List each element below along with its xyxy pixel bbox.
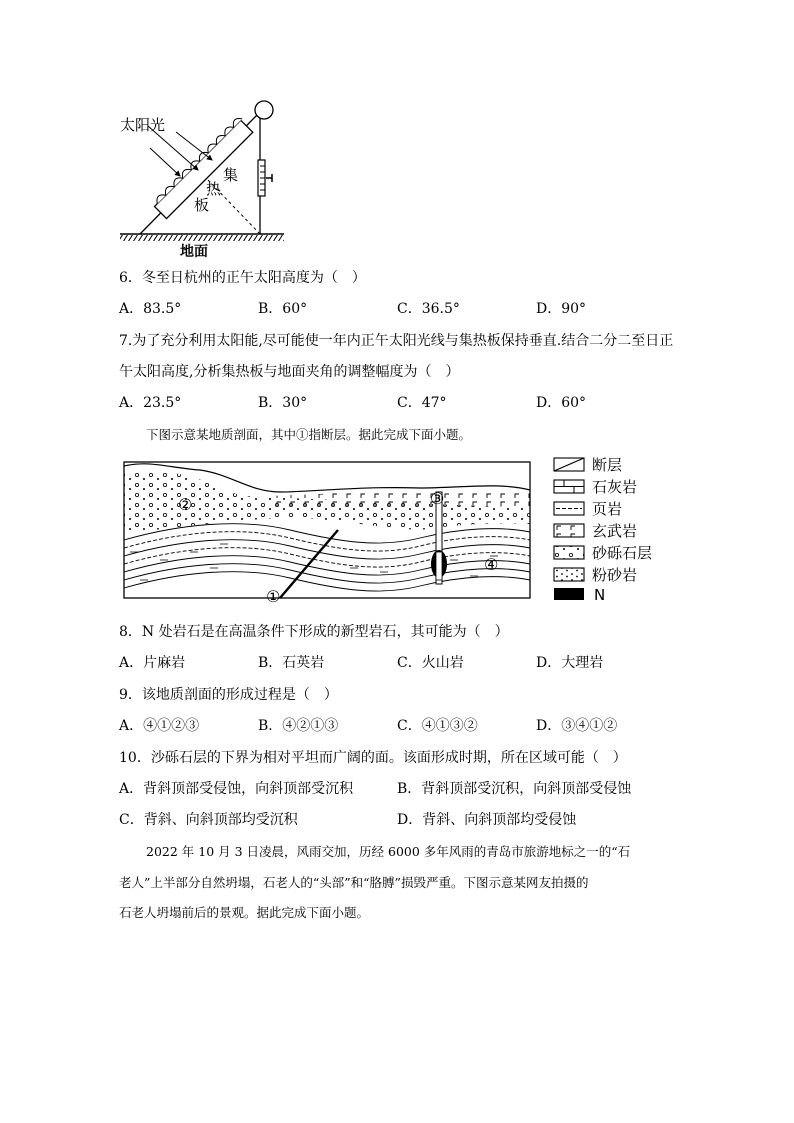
pulley-icon [255, 101, 273, 119]
q10-option-c[interactable]: C．背斜、向斜顶部均受沉积 [119, 812, 298, 828]
q6-text: 6．冬至日杭州的正午太阳高度为（ ） [119, 270, 366, 286]
q8-text: 8．N 处岩石是在高温条件下形成的新型岩石，其可能为（ ） [119, 624, 509, 640]
solar-collector-figure [118, 98, 288, 258]
legend-limestone: 石灰岩 [592, 478, 638, 496]
legend-gravel: 砂砾石层 [592, 544, 653, 562]
q7-option-d[interactable]: D．60° [536, 395, 587, 411]
marker-1: ① [266, 587, 281, 604]
q10-text: 10．沙砾石层的下界为相对平坦而广阔的面。该面形成时期，所在区域可能（ ） [119, 750, 627, 766]
q6-option-b[interactable]: B．60° [258, 301, 308, 317]
sun-ray-3 [150, 148, 180, 176]
q6-option-a[interactable]: A．83.5° [119, 301, 182, 317]
q9-option-d[interactable]: D．③④①② [536, 718, 618, 734]
legend-fault: 断层 [592, 456, 623, 474]
q10-option-b[interactable]: B．背斜顶部受沉积，向斜顶部受侵蚀 [397, 781, 632, 797]
legend-shale: 页岩 [592, 500, 623, 518]
collector-char-1: 集 [223, 166, 239, 184]
q8-option-c[interactable]: C．火山岩 [397, 655, 464, 671]
q8-option-a[interactable]: A．片麻岩 [119, 655, 186, 671]
q8-option-d[interactable]: D．大理岩 [536, 655, 604, 671]
q7-option-b[interactable]: B．30° [258, 395, 308, 411]
q6-option-d[interactable]: D．90° [536, 301, 587, 317]
legend-n: N [594, 586, 606, 604]
q7-option-a[interactable]: A．23.5° [119, 395, 182, 411]
marker-2: ② [178, 495, 193, 514]
q10-option-a[interactable]: A．背斜顶部受侵蚀，向斜顶部受沉积 [119, 781, 354, 797]
intro-stone-old-man-line2: 老人”上半部分自然坍塌，石老人的“头部”和“胳膊”损毁严重。下图示意某网友拍摄的 [119, 875, 589, 890]
intro-geology: 下图示意某地质剖面，其中①指断层。据此完成下面小题。 [146, 427, 472, 442]
q7-text-line2: 午太阳高度,分析集热板与地面夹角的调整幅度为（ ） [119, 364, 460, 380]
q10-option-d[interactable]: D．背斜、向斜顶部均受侵蚀 [397, 812, 577, 828]
q7-text-line1: 7.为了充分利用太阳能,尽可能使一年内正午太阳光线与集热板保持垂直.结合二分二至日正 [119, 333, 674, 349]
collector-char-3: 板 [194, 196, 210, 214]
ground-hatch [120, 235, 284, 241]
q9-text: 9．该地质剖面的形成过程是（ ） [119, 687, 338, 703]
q9-option-a[interactable]: A．④①②③ [119, 718, 200, 734]
legend [554, 456, 652, 604]
ground-label: 地面 [180, 244, 208, 258]
marker-4: ④ [484, 555, 499, 574]
q8-option-b[interactable]: B．石英岩 [258, 655, 325, 671]
intro-stone-old-man-line1: 2022 年 10 月 3 日凌晨，风雨交加，历经 6000 多年风雨的青岛市旅游地标之一的“石 [146, 844, 631, 859]
geology-section-figure [120, 452, 680, 604]
q6-option-c[interactable]: C．36.5° [397, 301, 460, 317]
collector-char-2: 热 [206, 180, 222, 198]
marker-3: ③ [430, 489, 445, 508]
q9-option-c[interactable]: C．④①③② [397, 718, 478, 734]
sunlight-label: 太阳光 [120, 116, 166, 134]
q9-option-b[interactable]: B．④②①③ [258, 718, 339, 734]
legend-siltstone: 粉砂岩 [592, 566, 638, 584]
q7-option-c[interactable]: C．47° [397, 395, 447, 411]
legend-basalt: 玄武岩 [592, 522, 638, 540]
intro-stone-old-man-line3: 石老人坍塌前后的景观。据此完成下面小题。 [119, 905, 370, 920]
